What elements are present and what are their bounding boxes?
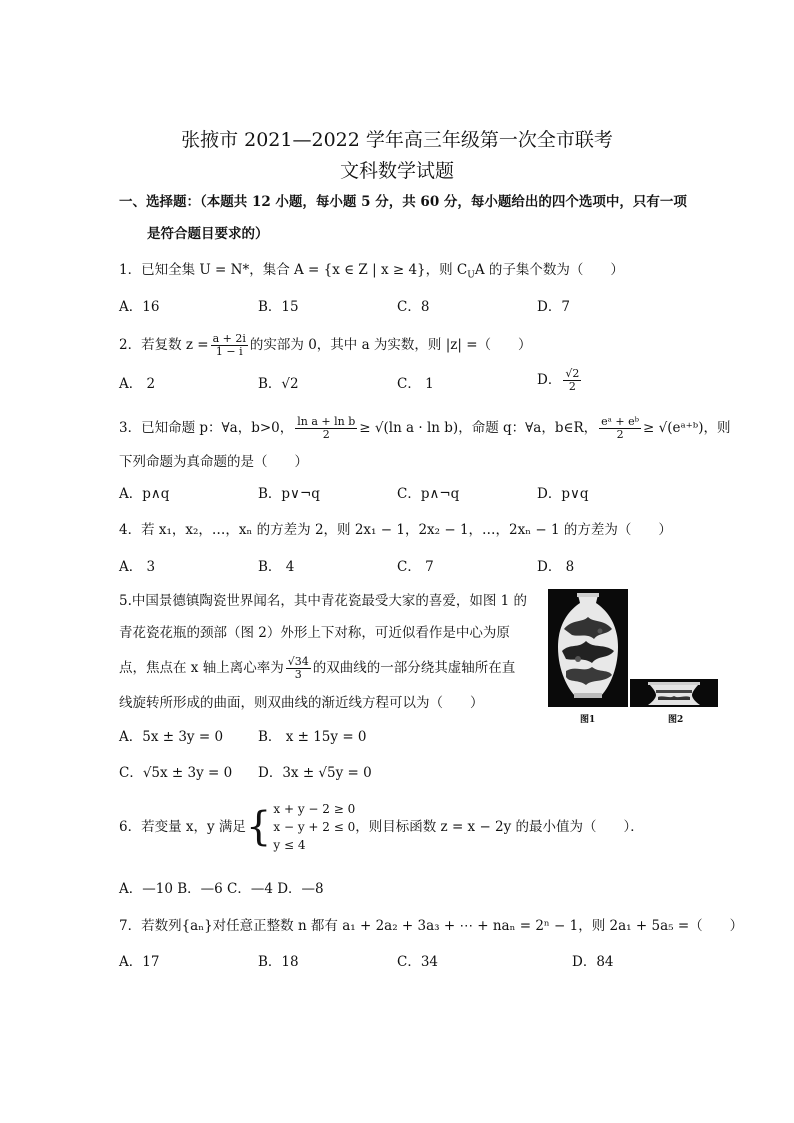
q6-constraint-system: x + y − 2 ≥ 0 x − y + 2 ≤ 0 y ≤ 4 [273, 802, 356, 852]
exam-subtitle: 文科数学试题 [339, 160, 454, 182]
question-5-line-3: 点，焦点在 x 轴上离心率为 $\frac{√34}{3}$ 的双曲线的一部分绕其虚轴所在直 [119, 655, 516, 681]
q4-option-a: A． 3 [119, 559, 156, 575]
figure-2-caption: 图2 [668, 715, 684, 725]
q4-option-b: B． 4 [258, 559, 295, 575]
q4-option-c: C． 7 [397, 559, 434, 575]
q2-option-c: C． 1 [397, 376, 434, 392]
q1-option-c: C．8 [397, 299, 430, 315]
figure-1-caption: 图1 [580, 715, 596, 725]
q2-option-a: A． 2 [119, 376, 156, 392]
q5-option-a: A．5x ± 3y = 0 [119, 729, 224, 745]
question-3-stem: 3．已知命题 p：∀a，b>0， $\frac{\text{ln a + ln b}}{2}$ ≥ √(ln a · ln b)，命题 q：∀a，b∈R， $\frac{\text{eᵃ + eᵇ}}{2}$ ≥ √(eᵃ⁺ᵇ)，则 [119, 415, 731, 441]
figure-1-vase-image [548, 589, 628, 707]
question-5-line-1: 5.中国景德镇陶瓷世界闻名，其中青花瓷最受大家的喜爱，如图 1 的 [119, 593, 528, 609]
question-3-stem-cont: 下列命题为真命题的是（ ） [119, 454, 308, 470]
question-7-stem: 7．若数列{aₙ}对任意正整数 n 都有 a₁ + 2a₂ + 3a₃ + ⋯ + naₙ = 2ⁿ − 1，则 2a₁ + 5a₅ =（ ） [119, 918, 744, 934]
q6-system-brace: { [245, 804, 272, 850]
q3-option-b: B．p∨¬q [258, 486, 320, 502]
q1-option-a: A．16 [119, 299, 160, 315]
q7-option-b: B．18 [258, 954, 299, 970]
q6-options: A．—10 B．—6 C．—4 D．—8 [119, 881, 324, 897]
question-4-stem: 4．若 x₁，x₂，…，xₙ 的方差为 2，则 2x₁ − 1，2x₂ − 1，…，2xₙ − 1 的方差为（ ） [119, 522, 672, 538]
exam-title: 张掖市 2021—2022 学年高三年级第一次全市联考 [181, 129, 613, 151]
q2-option-d: D． $\frac{√2}{2}$ [537, 367, 580, 393]
q2-fraction: $\frac{a + 2i}{1 - i}$ [212, 332, 246, 358]
question-1-stem: 1．已知全集 U = N*，集合 A = {x ∈ Z | x ≥ 4}，则 $C_UA$ 的子集个数为（ ） [119, 262, 624, 281]
question-6-stem: 6．若变量 x，y 满足{ x + y − 2 ≥ 0 x − y + 2 ≤ 0 y ≤ 4 ，则目标函数 z = x − 2y 的最小值为（ ）． [119, 802, 644, 852]
q3-option-c: C．p∧¬q [397, 486, 460, 502]
question-5-line-4: 线旋转所形成的曲面，则双曲线的渐近线方程可以为（ ） [119, 695, 484, 711]
q7-option-d: D．84 [572, 954, 614, 970]
section-heading-cont: 是符合题目要求的） [147, 226, 269, 242]
section-heading: 一、选择题：（本题共 12 小题，每小题 5 分，共 60 分，每小题给出的四个选项中，只有一项 [119, 194, 687, 210]
q2-option-b: B．√2 [258, 376, 299, 392]
q3-option-a: A．p∧q [119, 486, 170, 502]
question-2-stem: 2．若复数 z = $\frac{a + 2i}{1 - i}$ 的实部为 0，其中 a 为实数，则 |z| =（ ） [119, 332, 532, 358]
q7-option-a: A．17 [119, 954, 160, 970]
q5-option-c: C．√5x ± 3y = 0 [119, 765, 233, 781]
question-5-line-2: 青花瓷花瓶的颈部（图 2）外形上下对称，可近似看作是中心为原 [119, 625, 510, 641]
q3-option-d: D．p∨q [537, 486, 589, 502]
q7-option-c: C．34 [397, 954, 439, 970]
q4-option-d: D． 8 [537, 559, 575, 575]
q5-option-b: B． x ± 15y = 0 [258, 729, 367, 745]
q1-option-d: D．7 [537, 299, 570, 315]
q5-option-d: D．3x ± √5y = 0 [258, 765, 372, 781]
q1-option-b: B．15 [258, 299, 299, 315]
figure-2-vase-neck-image [630, 679, 718, 707]
